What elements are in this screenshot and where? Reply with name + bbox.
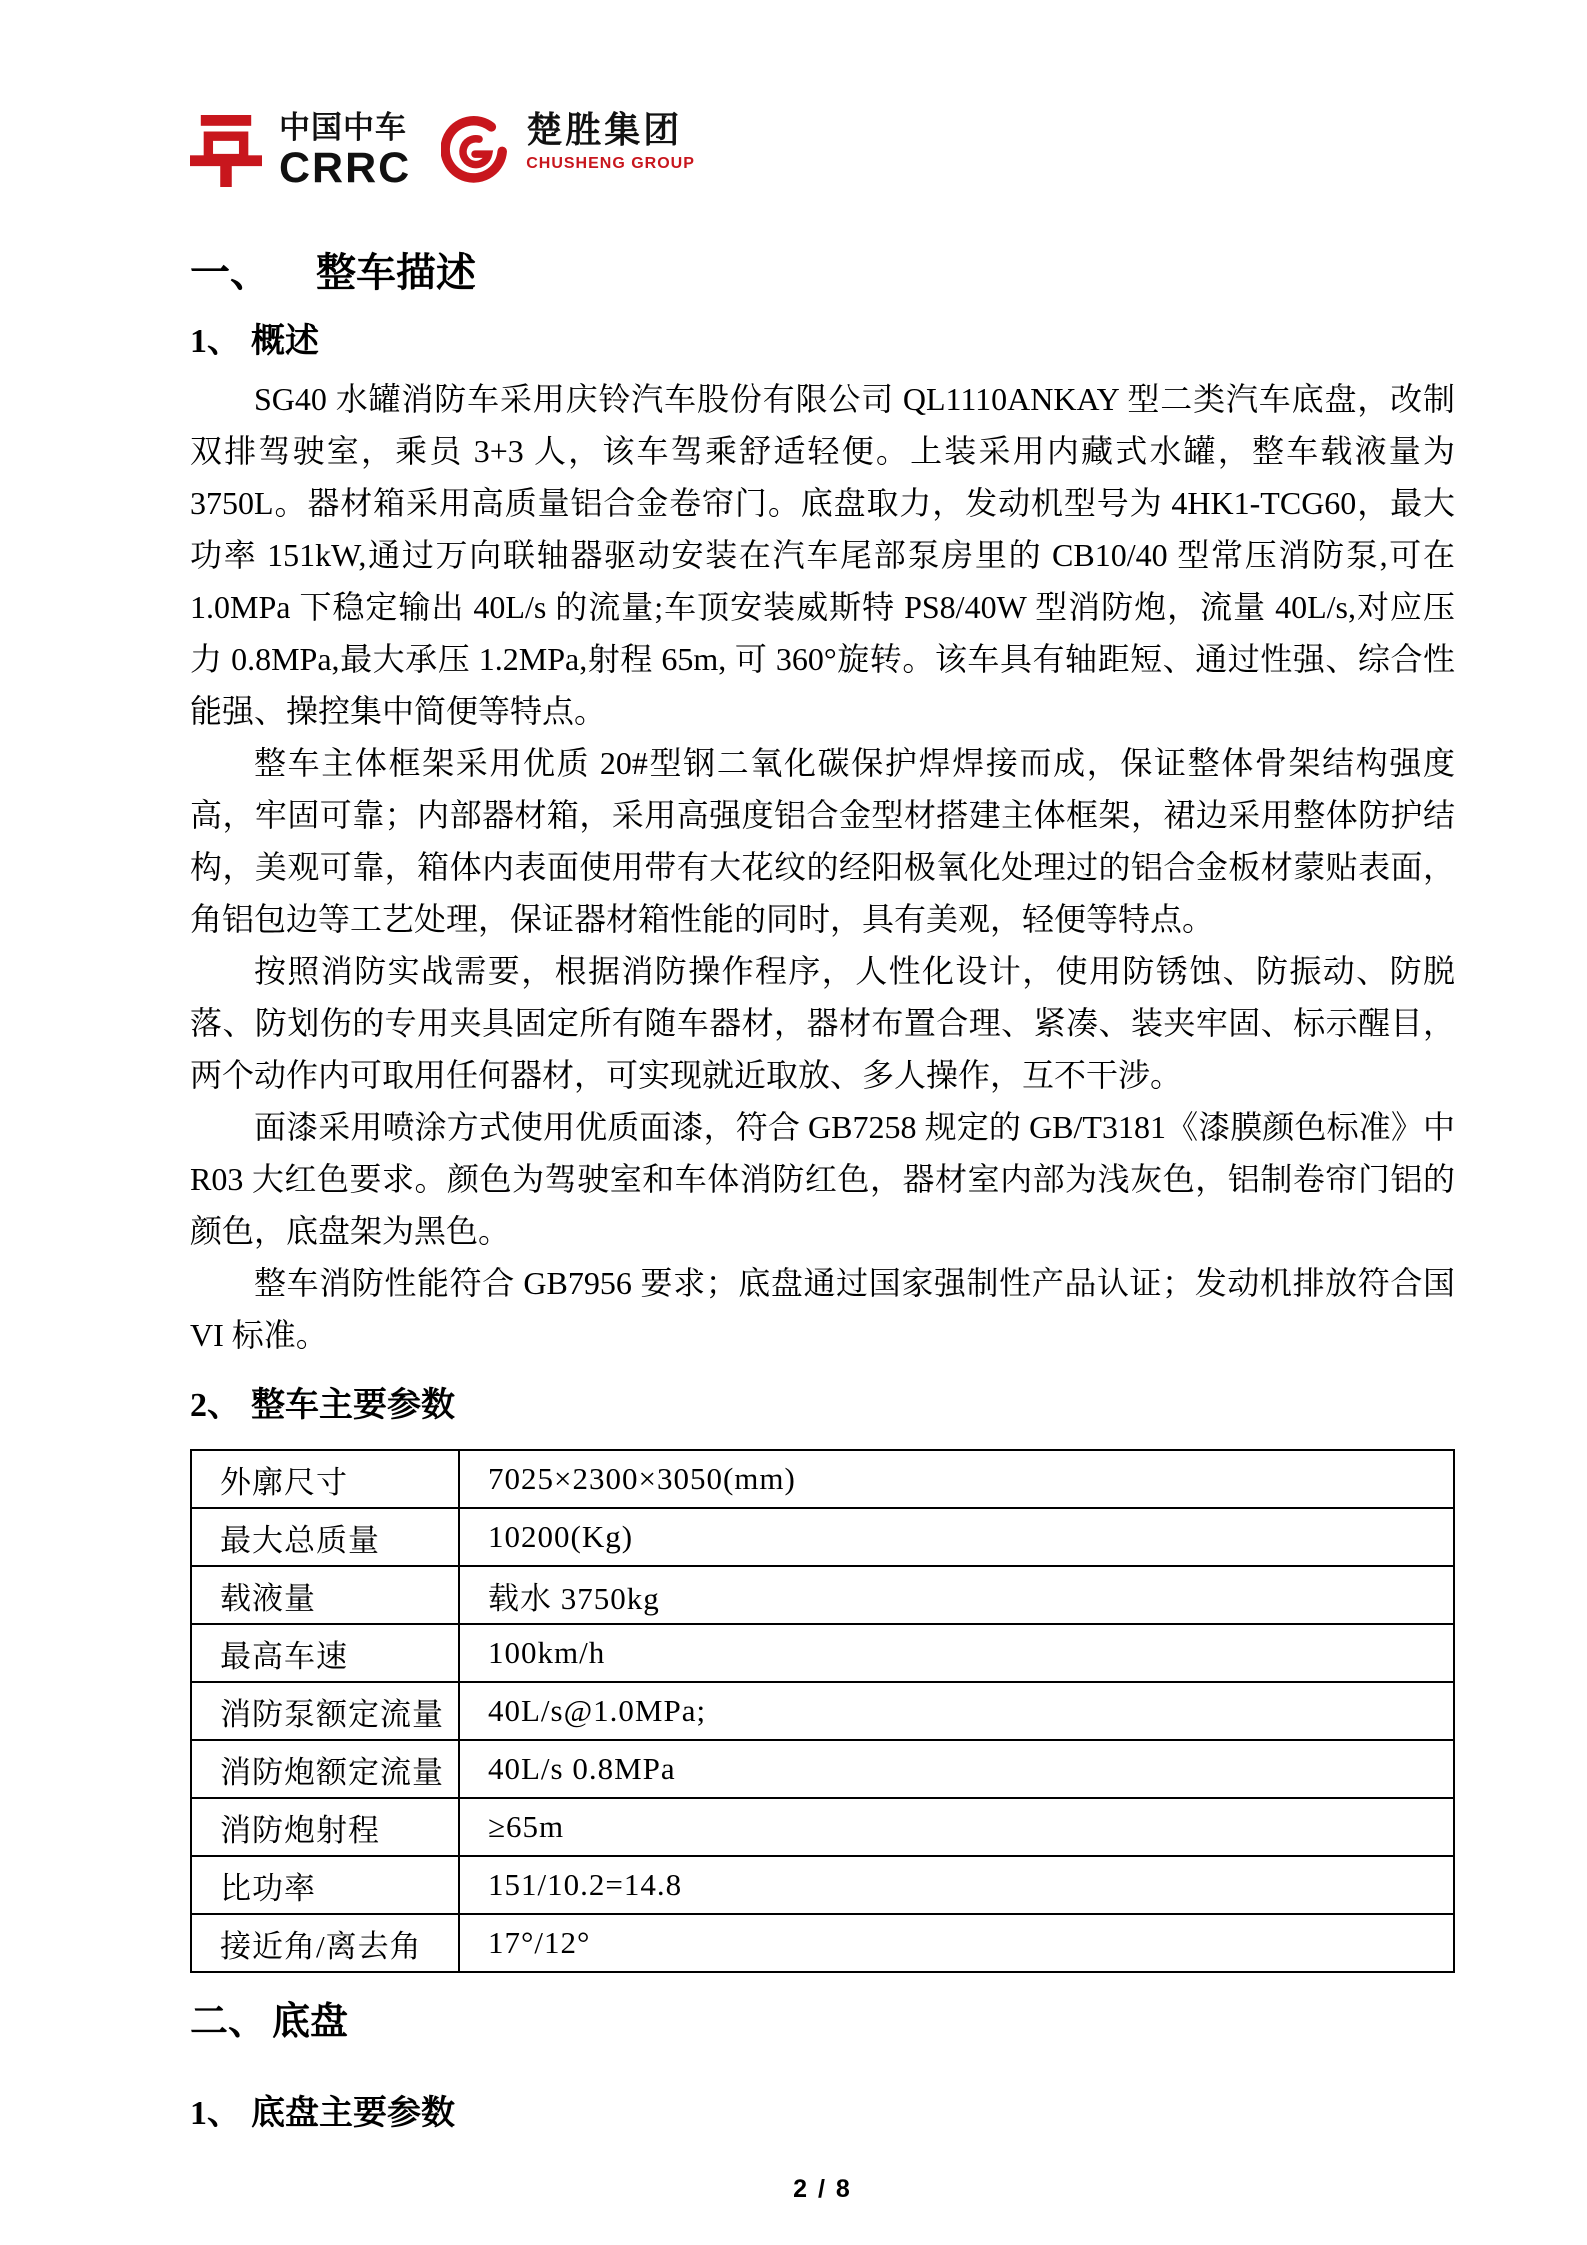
crrc-cn-label: 中国中车 xyxy=(279,110,407,145)
table-row xyxy=(191,1740,1454,1798)
equipment-layout-paragraph: 按照消防实战需要，根据消防操作程序，人性化设计，使用防锈蚀、防振动、防脱落、防划伤的专用夹具固定所有随车器材，器材布置合理、紧凑、装夹牢固、标示醒目，两个动作内可取用任何器材，可实现就近取放、多人操作，互不干涉。 xyxy=(190,953,1455,1093)
param-value: 151/10.2=14.8 xyxy=(459,1856,1454,1914)
table-row xyxy=(191,1450,1454,1508)
subsection-title: 底盘主要参数 xyxy=(251,2095,455,2132)
param-label: 比功率 xyxy=(191,1856,459,1914)
paint-paragraph: 面漆采用喷涂方式使用优质面漆，符合 GB7258 规定的 GB/T3181《漆膜颜色标准》中 R03 大红色要求。颜色为驾驶室和车体消防红色，器材室内部为浅灰色，铝制卷帘门铝的颜色，底盘架为黑色。 xyxy=(190,1109,1455,1249)
frame-paragraph: 整车主体框架采用优质 20#型钢二氧化碳保护焊焊接而成，保证整体骨架结构强度高，牢固可靠；内部器材箱，采用高强度铝合金型材搭建主体框架，裙边采用整体防护结构，美观可靠，箱体内表面使用带有大花纹的经阳极氧化处理过的铝合金板材蒙贴表面，角铝包边等工艺处理，保证器材箱性能的同时，具有美观，轻便等特点。 xyxy=(190,745,1455,937)
subsection-title: 概述 xyxy=(251,323,319,360)
param-label: 最大总质量 xyxy=(191,1508,459,1566)
table-row xyxy=(191,1798,1454,1856)
section-number: 一、 xyxy=(190,250,270,295)
param-value: 40L/s 0.8MPa xyxy=(459,1740,1454,1798)
chusheng-en-label: CHUSHENG GROUP xyxy=(526,155,695,172)
section-title: 底盘 xyxy=(272,2001,349,2043)
subsection-heading-chassis-parameters xyxy=(190,2093,1455,2135)
table-row xyxy=(191,1508,1454,1566)
param-label: 消防炮射程 xyxy=(191,1798,459,1856)
table-row xyxy=(191,1624,1454,1682)
crrc-logo-text xyxy=(279,112,411,190)
chusheng-logo-icon xyxy=(441,116,509,184)
page-number-indicator: 2 / 8 xyxy=(793,2175,852,2203)
vehicle-parameters-table xyxy=(190,1449,1455,1973)
subsection-heading-main-parameters xyxy=(190,1385,1455,1427)
chusheng-cn-label: 楚胜集团 xyxy=(526,109,683,150)
section-heading-chassis xyxy=(190,1999,1455,2045)
compliance-paragraph: 整车消防性能符合 GB7956 要求；底盘通过国家强制性产品认证；发动机排放符合国 VI 标准。 xyxy=(190,1265,1455,1353)
table-row xyxy=(191,1566,1454,1624)
param-label: 接近角/离去角 xyxy=(191,1914,459,1972)
subsection-heading-overview xyxy=(190,321,1455,363)
param-label: 外廓尺寸 xyxy=(191,1450,459,1508)
section-heading-vehicle-description xyxy=(190,249,1455,297)
param-value: 40L/s@1.0MPa; xyxy=(459,1682,1454,1740)
param-value: 载水 3750kg xyxy=(459,1566,1454,1624)
subsection-number: 1、 xyxy=(190,2095,241,2132)
param-value: 100km/h xyxy=(459,1624,1454,1682)
param-value: 17°/12° xyxy=(459,1914,1454,1972)
table-row xyxy=(191,1682,1454,1740)
table-row xyxy=(191,1856,1454,1914)
param-label: 载液量 xyxy=(191,1566,459,1624)
overview-paragraph: SG40 水罐消防车采用庆铃汽车股份有限公司 QL1110ANKAY 型二类汽车底盘，改制双排驾驶室，乘员 3+3 人，该车驾乘舒适轻便。上装采用内藏式水罐，整车载液量为 3750L。器材箱采用高质量铝合金卷帘门。底盘取力，发动机型号为 4HK1-TCG60，最大功率 151kW,通过万向联轴器驱动安装在汽车尾部泵房里的 CB10/40 型常压消防泵,可在 1.0MPa 下稳定输出 40L/s 的流量;车顶安装威斯特 PS8/40W 型消防炮，流量 40L/s,对应压力 0.8MPa,最大承压 1.2MPa,射程 65m, 可 360°旋转。该车具有轴距短、通过性强、综合性能强、操控集中简便等特点。 xyxy=(190,381,1455,729)
param-value: 7025×2300×3050(mm) xyxy=(459,1450,1454,1508)
param-label: 消防炮额定流量 xyxy=(191,1740,459,1798)
subsection-number: 2、 xyxy=(190,1387,241,1424)
chusheng-logo-text xyxy=(526,109,695,172)
param-value: ≥65m xyxy=(459,1798,1454,1856)
param-label: 最高车速 xyxy=(191,1624,459,1682)
subsection-number: 1、 xyxy=(190,323,241,360)
crrc-emblem-icon xyxy=(190,112,262,190)
param-value: 10200(Kg) xyxy=(459,1508,1454,1566)
section-title: 整车描述 xyxy=(316,250,476,295)
header-logos xyxy=(190,109,1455,194)
param-label: 消防泵额定流量 xyxy=(191,1682,459,1740)
crrc-en-label: CRRC xyxy=(279,144,412,192)
table-row xyxy=(191,1914,1454,1972)
section-number: 二、 xyxy=(190,2001,267,2043)
subsection-title: 整车主要参数 xyxy=(251,1387,455,1424)
